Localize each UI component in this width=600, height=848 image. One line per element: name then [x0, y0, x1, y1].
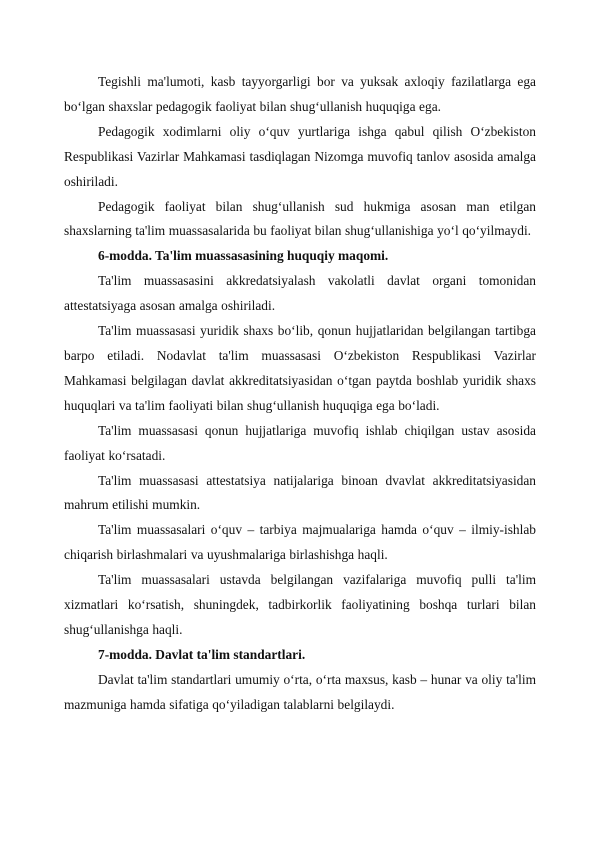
paragraph-paid-services: Ta'lim muassasalari ustavda belgilangan vazifalariga muvofiq pulli ta'lim xizmatlari ko‘rsatish, shuningdek, tadbirkorlik faoliyatining boshqa turlari bilan shug‘ullanishga haqli.: [64, 572, 536, 637]
paragraph-associations: Ta'lim muassasalari o‘quv – tarbiya majmualariga hamda o‘quv – ilmiy-ishlab chiqarish birlashmalari va uyushmalariga birlashishga haqli.: [64, 522, 536, 563]
paragraph-staff-hiring: Pedagogik xodimlarni oliy o‘quv yurtlariga ishga qabul qilish O‘zbekiston Respublikasi Vazirlar Mahkamasi tasdiqlagan Nizomga muvofiq tanlov asosida amalga oshiriladi.: [64, 123, 536, 189]
paragraph-attestation-results: Ta'lim muassasasi attestatsiya natijalariga binoan dvavlat akkreditatsiyasidan mahrum etilishi mumkin.: [64, 472, 536, 513]
paragraph-education-standards: Davlat ta'lim standartlari umumiy o‘rta, o‘rta maxsus, kasb – hunar va oliy ta'lim mazmuniga hamda sifatiga qo‘yiladigan talablarni belgilaydi.: [64, 671, 536, 712]
paragraph-charter: Ta'lim muassasasi qonun hujjatlariga muvofiq ishlab chiqilgan ustav asosida faoliyat ko‘rsatadi.: [64, 422, 536, 463]
article-6-heading: 6-modda. Ta'lim muassasasining huquqiy maqomi.: [98, 248, 389, 264]
article-7-heading: 7-modda. Davlat ta'lim standartlari.: [98, 646, 306, 662]
paragraph-legal-entity: Ta'lim muassasasi yuridik shaxs bo‘lib, qonun hujjatlaridan belgilangan tartibga barpo etiladi. Nodavlat ta'lim muassasasi O‘zbekiston Respublikasi Vazirlar Mahkamasi belgilagan davlat akkreditatsiyasidan o‘tgan paytda boshlab yuridik shaxs huquqlari va ta'lim faoliyati bilan shug‘ullanish huquqiga ega bo‘ladi.: [64, 323, 536, 413]
paragraph-qualified-persons: Tegishli ma'lumoti, kasb tayyorgarligi bor va yuksak axloqiy fazilatlarga ega bo‘lgan shaxslar pedagogik faoliyat bilan shug‘ullanish huquqiga ega.: [64, 74, 536, 114]
paragraph-court-ban: Pedagogik faoliyat bilan shug‘ullanish sud hukmiga asosan man etilgan shaxslarning ta'lim muassasalarida bu faoliyat bilan shug‘ullanishiga yo‘l qo‘yilmaydi.: [64, 198, 536, 239]
paragraph-accreditation: Ta'lim muassasasini akkredatsiyalash vakolatli davlat organi tomonidan attestatsiyaga asosan amalga oshiriladi.: [64, 273, 536, 314]
